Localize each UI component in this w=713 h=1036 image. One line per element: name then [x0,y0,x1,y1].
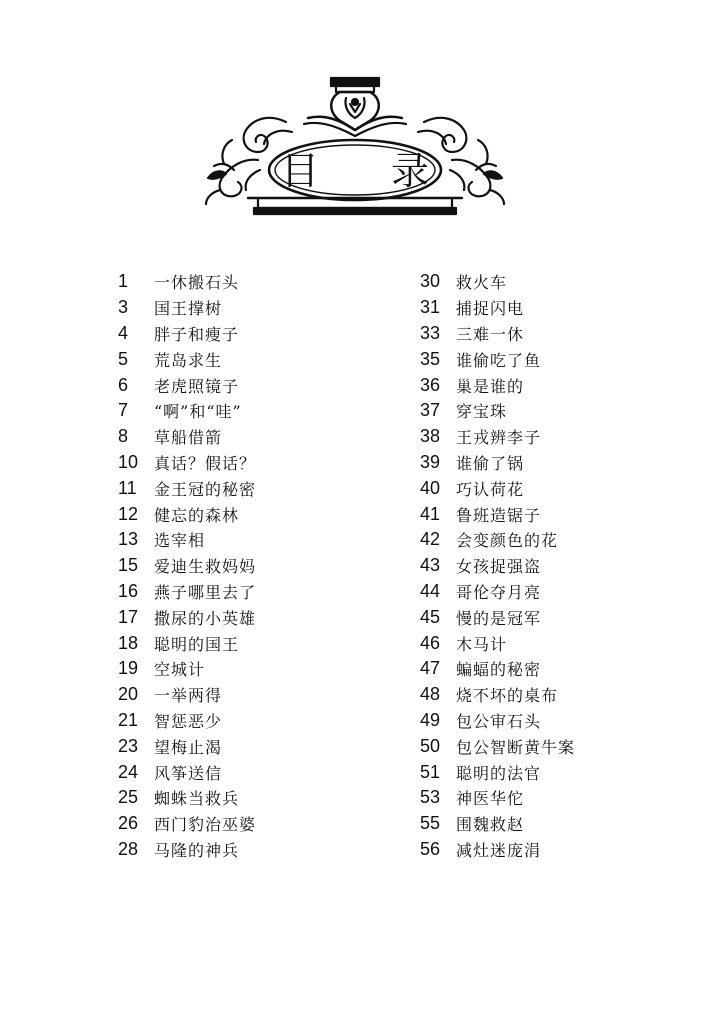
toc-entry-title: 金王冠的秘密 [154,479,257,499]
toc-entry[interactable] [118,269,256,295]
toc-entry[interactable] [118,579,256,605]
toc-entry-title: 谁偷吃了鱼 [456,350,542,370]
toc-page-number: 6 [118,374,129,395]
toc-page-number: 33 [420,322,441,343]
toc-page-number: 49 [420,709,441,730]
toc-entry[interactable] [118,811,256,837]
toc-entry[interactable] [118,321,256,347]
toc-entry[interactable] [420,372,575,398]
toc-entry[interactable] [118,682,256,708]
toc-entry-title: 燕子哪里去了 [154,582,257,602]
toc-entry-title: 一举两得 [154,686,223,706]
toc-page-number: 55 [420,813,441,834]
toc-entry[interactable] [420,424,575,450]
page-title: 目 录 [280,148,460,193]
toc-entry-title: 神医华佗 [456,789,525,809]
toc-entry-title: 真话？假话？ [154,453,257,473]
toc-entry-title: 西门豹治巫婆 [154,815,257,835]
toc-page-number: 37 [420,400,441,421]
toc-entry[interactable] [118,604,256,630]
toc-entry[interactable] [420,501,575,527]
toc-page-number: 19 [118,658,139,679]
toc-entry[interactable] [420,553,575,579]
toc-entry-title: 围魏救赵 [456,815,525,835]
toc-entry[interactable] [420,527,575,553]
toc-entry[interactable] [420,733,575,759]
toc-entry-title: 马隆的神兵 [154,840,240,860]
toc-entry[interactable] [420,346,575,372]
toc-page-number: 30 [420,271,441,292]
toc-entry[interactable] [420,475,575,501]
toc-page-number: 7 [118,400,129,421]
toc-entry[interactable] [420,398,575,424]
toc-page-number: 50 [420,735,441,756]
toc-page-number: 8 [118,426,129,447]
toc-entry[interactable] [118,785,256,811]
toc-entry[interactable] [118,708,256,734]
toc-page-number: 45 [420,606,441,627]
toc-page-number: 20 [118,684,139,705]
toc-entry[interactable] [420,630,575,656]
toc-entry-title: 风筝送信 [154,763,223,783]
toc-entry-title: 健忘的森林 [154,505,240,525]
toc-column-right [420,269,575,862]
toc-entry-title: 王戎辨李子 [456,428,542,448]
toc-entry-title: 木马计 [456,634,508,654]
toc-entry[interactable] [118,424,256,450]
toc-entry[interactable] [118,733,256,759]
toc-entry-title: 穿宝珠 [456,402,508,422]
toc-entry-title: 草船借箭 [154,428,223,448]
toc-entry[interactable] [420,785,575,811]
toc-entry-title: 聪明的法官 [456,763,542,783]
toc-entry-title: 空城计 [154,660,206,680]
toc-page-number: 1 [118,271,129,292]
toc-entry[interactable] [118,527,256,553]
toc-entry-title: 鲁班造锯子 [456,505,542,525]
toc-page-number: 21 [118,709,139,730]
toc-entry-title: “啊”和“哇” [154,402,242,422]
toc-entry-title: 望梅止渴 [154,737,223,757]
toc-entry-title: 三难一休 [456,324,525,344]
toc-page-number: 43 [420,555,441,576]
toc-entry[interactable] [420,656,575,682]
toc-page-number: 25 [118,787,139,808]
toc-entry-title: 蜘蛛当救兵 [154,789,240,809]
toc-column-left [118,269,256,862]
toc-entry-title: 国王撑树 [154,299,223,319]
toc-entry-title: 荒岛求生 [154,350,223,370]
toc-entry-title: 包公智断黄牛案 [456,737,576,757]
toc-entry-title: 救火车 [456,273,508,293]
toc-entry[interactable] [420,759,575,785]
toc-entry[interactable] [420,604,575,630]
toc-page-number: 5 [118,348,129,369]
toc-page-number: 44 [420,580,441,601]
toc-entry[interactable] [118,450,256,476]
toc-entry-title: 爱迪生救妈妈 [154,557,257,577]
toc-entry-title: 选宰相 [154,531,206,551]
toc-page-number: 42 [420,529,441,550]
toc-entry[interactable] [118,553,256,579]
toc-entry[interactable] [118,501,256,527]
toc-page-number: 53 [420,787,441,808]
toc-entry[interactable] [420,811,575,837]
toc-entry-title: 胖子和瘦子 [154,324,240,344]
toc-entry-title: 会变颜色的花 [456,531,559,551]
toc-entry[interactable] [118,295,256,321]
toc-page-number: 10 [118,451,139,472]
toc-page-number: 24 [118,761,139,782]
toc-entry[interactable] [118,346,256,372]
toc-entry-title: 老虎照镜子 [154,376,240,396]
toc-entry[interactable] [118,475,256,501]
toc-page-number: 13 [118,529,139,550]
toc-page-number: 17 [118,606,139,627]
toc-entry[interactable] [118,372,256,398]
toc-entry[interactable] [118,759,256,785]
toc-page-number: 28 [118,838,139,859]
toc-page-number: 26 [118,813,139,834]
toc-entry[interactable] [420,321,575,347]
toc-entry[interactable] [420,682,575,708]
toc-page-number: 23 [118,735,139,756]
toc-entry-title: 包公审石头 [456,711,542,731]
toc-entry[interactable] [420,295,575,321]
toc-entry[interactable] [118,630,256,656]
toc-page-number: 12 [118,503,139,524]
toc-entry-title: 谁偷了锅 [456,453,525,473]
toc-entry[interactable] [118,398,256,424]
toc-entry-title: 撒尿的小英雄 [154,608,257,628]
toc-page-number: 56 [420,838,441,859]
toc-page-number: 35 [420,348,441,369]
toc-page-number: 18 [118,632,139,653]
toc-entry-title: 哥伦夺月亮 [456,582,542,602]
toc-entry[interactable] [420,450,575,476]
toc-page-number: 15 [118,555,139,576]
toc-page-number: 38 [420,426,441,447]
toc-entry-title: 巢是谁的 [456,376,525,396]
toc-page-number: 16 [118,580,139,601]
toc-entry-title: 烧不坏的桌布 [456,686,559,706]
toc-page-number: 40 [420,477,441,498]
toc-entry[interactable] [420,837,575,863]
toc-entry[interactable] [420,708,575,734]
toc-page-number: 11 [118,477,137,498]
toc-entry-title: 捕捉闪电 [456,299,525,319]
toc-page-number: 46 [420,632,441,653]
toc-entry-title: 一休搬石头 [154,273,240,293]
toc-page-number: 41 [420,503,441,524]
toc-entry[interactable] [420,579,575,605]
toc-page-number: 51 [420,761,441,782]
toc-page-number: 39 [420,451,441,472]
toc-page-number: 48 [420,684,441,705]
toc-page-number: 31 [420,297,441,318]
toc-entry-title: 慢的是冠军 [456,608,542,628]
toc-entry-title: 聪明的国王 [154,634,240,654]
toc-entry[interactable] [118,656,256,682]
toc-page-number: 47 [420,658,441,679]
toc-entry[interactable] [118,837,256,863]
ornamental-frame-icon [200,74,510,224]
toc-page-number: 36 [420,374,441,395]
toc-entry-title: 蝙蝠的秘密 [456,660,542,680]
toc-entry[interactable] [420,269,575,295]
toc-entry-title: 减灶迷庞涓 [456,840,542,860]
toc-page-number: 3 [118,297,129,318]
toc-page-number: 4 [118,322,129,343]
toc-entry-title: 智惩恶少 [154,711,223,731]
toc-entry-title: 巧认荷花 [456,479,525,499]
toc-entry-title: 女孩捉强盗 [456,557,542,577]
